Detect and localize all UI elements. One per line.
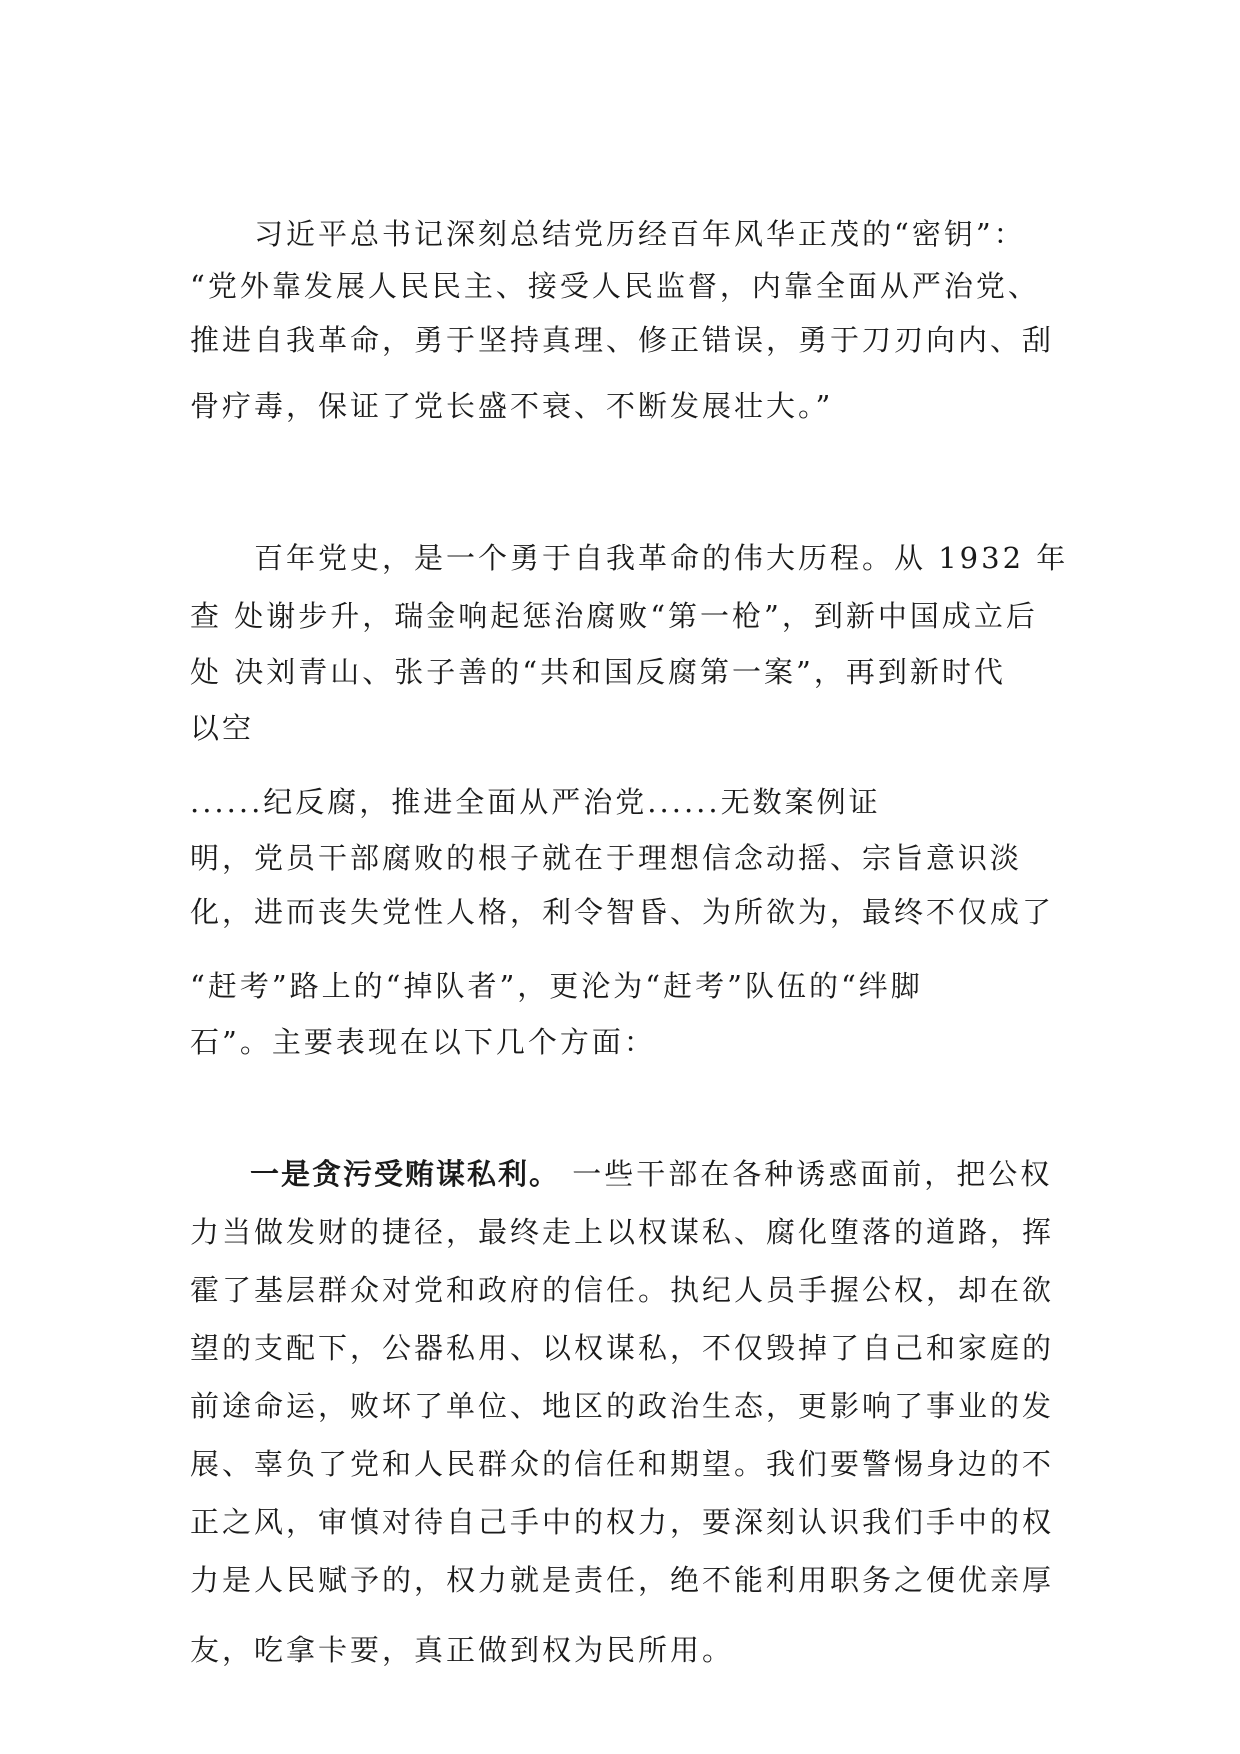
paragraph-2-line-5: ......纪反腐，推进全面从严治党......无数案例证 [190, 785, 881, 819]
paragraph-3-line-4: 望的支配下，公器私用、以权谋私，不仅毁掉了自己和家庭的 [190, 1331, 1055, 1365]
paragraph-3-line-1 [190, 1154, 1053, 1194]
paragraph-3-line-2: 力当做发财的捷径，最终走上以权谋私、腐化堕落的道路，挥 [190, 1215, 1055, 1249]
paragraph-3-line-8: 力是人民赋予的，权力就是责任，绝不能利用职务之便优亲厚 [190, 1563, 1055, 1597]
paragraph-3-heading: 一是贪污受贿谋私利。 [250, 1157, 561, 1191]
paragraph-3-intro: 一些干部在各种诱惑面前，把公权 [560, 1157, 1053, 1191]
paragraph-2-line-6: 明，党员干部腐败的根子就在于理想信念动摇、宗旨意识淡 [190, 841, 1023, 875]
paragraph-2-line-3: 处 决刘青山、张子善的“共和国反腐第一案”，再到新时代 [190, 655, 1006, 689]
paragraph-3-line-3: 霍了基层群众对党和政府的信任。执纪人员手握公权，却在欲 [190, 1273, 1055, 1307]
paragraph-1-line-3: 推进自我革命，勇于坚持真理、修正错误，勇于刀刃向内、刮 [190, 323, 1055, 357]
paragraph-1-line-2: “党外靠发展人民民主、接受人民监督，内靠全面从严治党、 [190, 269, 1040, 303]
paragraph-1-line-4: 骨疗毒，保证了党长盛不衰、不断发展壮大。” [190, 389, 834, 423]
paragraph-3-line-6: 展、辜负了党和人民群众的信任和期望。我们要警惕身边的不 [190, 1447, 1055, 1481]
paragraph-2-line-8: “赶考”路上的“掉队者”，更沦为“赶考”队伍的“绊脚 [190, 969, 923, 1003]
paragraph-3-line-5: 前途命运，败坏了单位、地区的政治生态，更影响了事业的发 [190, 1389, 1055, 1423]
paragraph-2-line-2: 查 处谢步升，瑞金响起惩治腐败“第一枪”，到新中国成立后 [190, 599, 1038, 633]
paragraph-3-line-9: 友，吃拿卡要，真正做到权为民所用。 [190, 1633, 735, 1667]
paragraph-2-line-4: 以空 [190, 711, 255, 745]
paragraph-3-line-7: 正之风，审慎对待自己手中的权力，要深刻认识我们手中的权 [190, 1505, 1055, 1539]
paragraph-2-line-7: 化，进而丧失党性人格，利令智昏、为所欲为，最终不仅成了 [190, 895, 1055, 929]
paragraph-2-line-9: 石”。主要表现在以下几个方面： [190, 1025, 656, 1059]
paragraph-2-line-1: 百年党史，是一个勇于自我革命的伟大历程。从 1932 年 [190, 541, 1069, 575]
paragraph-1-line-1: 习近平总书记深刻总结党历经百年风华正茂的“密钥”： [190, 217, 1026, 251]
